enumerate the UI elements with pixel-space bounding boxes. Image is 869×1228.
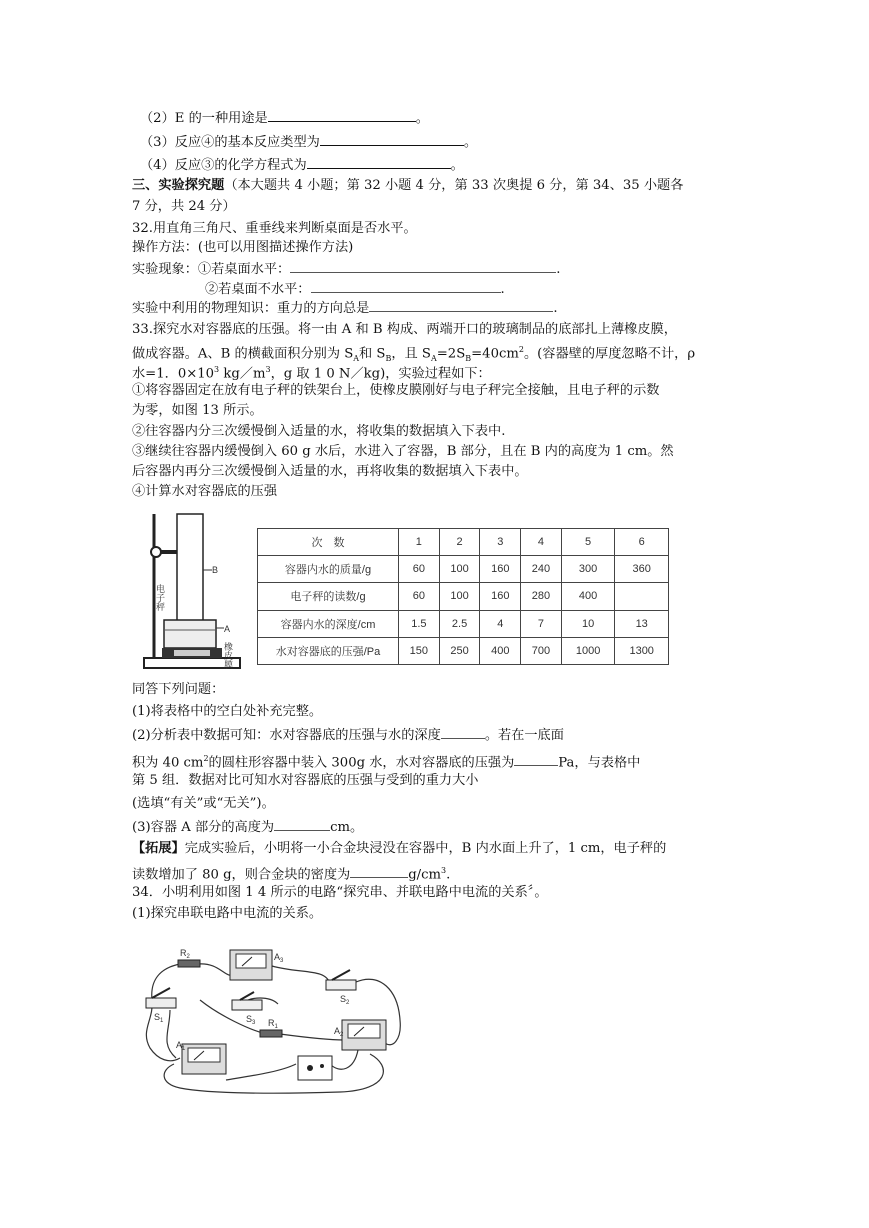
table-cell: 电子秤的读数/g bbox=[258, 583, 399, 610]
table-cell: 160 bbox=[480, 583, 521, 610]
table-cell: 240 bbox=[521, 556, 562, 583]
table-cell: 容器内水的质量/g bbox=[258, 556, 399, 583]
table-cell: 2 bbox=[439, 529, 480, 556]
table-cell: 7 bbox=[521, 610, 562, 637]
table-cell: 150 bbox=[399, 637, 440, 664]
answer-1: (1)将表格中的空白处补充完整。 bbox=[132, 704, 323, 719]
section-heading-cont: 7 分，共 24 分） bbox=[132, 199, 236, 214]
q33-step3: ③继续往容器内缓慢倒入 60 g 水后，水进入了容器，B 部分，且在 B 内的高度为 1 cm。然 bbox=[132, 444, 674, 459]
table-cell: 4 bbox=[480, 610, 521, 637]
table-cell: 300 bbox=[561, 556, 615, 583]
answer-2: (2)分析表中数据可知：水对容器底的压强与水的深度 。若在一底面 bbox=[132, 728, 564, 743]
q34-stem: 34．小明利用如图 1 4 所示的电路“探究串、并联电路中电流的关系〞。 bbox=[132, 885, 548, 900]
label-a: A bbox=[224, 624, 231, 634]
extension-2: 读数增加了 80 g，则合金块的密度为 $g/cm^3$. bbox=[132, 866, 451, 883]
label-a1: $A_1$ bbox=[176, 1040, 186, 1052]
label-a2: $A_2$ bbox=[334, 1026, 344, 1038]
q33-step4: ④计算水对容器底的压强 bbox=[132, 484, 278, 499]
resistor-r2-icon bbox=[178, 960, 200, 967]
answer-blank[interactable] bbox=[311, 280, 501, 293]
q33-step1: ①将容器固定在放有电子秤的铁架台上，使橡皮膜刚好与电子秤完全接触，且电子秤的示数 bbox=[132, 383, 660, 398]
q31-part2: （2）E 的一种用途是 。 bbox=[140, 108, 429, 128]
table-cell: 2.5 bbox=[439, 610, 480, 637]
q32-knowledge: 实验中利用的物理知识：重力的方向总是 . bbox=[132, 301, 558, 316]
table-cell: 1 bbox=[399, 529, 440, 556]
label-r2: $R_2$ bbox=[180, 948, 190, 960]
q33-line1: 33.探究水对容器底的压强。将一由 A 和 B 构成、两端开口的玻璃制品的底部扎上薄橡皮膜， bbox=[132, 322, 677, 337]
table-cell: 次 数 bbox=[258, 529, 399, 556]
q32-phenomenon-1: 实验现象：①若桌面水平： . bbox=[132, 262, 561, 277]
q34-sub1: (1)探究串联电路中电流的关系。 bbox=[132, 906, 323, 921]
table-cell: 400 bbox=[480, 637, 521, 664]
table-row bbox=[258, 637, 669, 664]
switch-s1-icon bbox=[146, 988, 176, 1008]
label-r1: $R_1$ bbox=[268, 1018, 278, 1030]
q33-step2: ②往容器内分三次缓慢倒入适量的水，将收集的数据填入下表中. bbox=[132, 424, 506, 439]
label-b: B bbox=[212, 565, 219, 575]
table-cell: 700 bbox=[521, 637, 562, 664]
label-electronic-scale: 电子秤 bbox=[155, 584, 165, 611]
figure-13-apparatus bbox=[140, 510, 245, 672]
answer-3: (3)容器 A 部分的高度为 cm。 bbox=[132, 820, 364, 835]
q31-part4: （4）反应③的化学方程式为 。 bbox=[140, 155, 464, 175]
ammeter-a3-icon bbox=[230, 950, 272, 980]
table-cell: 280 bbox=[521, 583, 562, 610]
table-cell: 400 bbox=[561, 583, 615, 610]
switch-s3-icon bbox=[232, 992, 262, 1010]
ammeter-a2-icon bbox=[342, 1020, 386, 1050]
table-cell: 100 bbox=[439, 556, 480, 583]
answer-2-cont3: (选填“有关”或“无关”)。 bbox=[132, 796, 275, 811]
q33-step1-cont: 为零，如图 13 所示。 bbox=[132, 403, 263, 418]
table-cell-blank[interactable] bbox=[615, 583, 669, 610]
label-membrane: 橡皮膜 bbox=[223, 642, 233, 669]
answer-blank[interactable] bbox=[320, 132, 464, 146]
extension-1: 【拓展】完成实验后，小明将一小合金块浸没在容器中，B 内水面上升了，1 cm，电子秤的 bbox=[132, 841, 667, 856]
table-cell: 5 bbox=[561, 529, 615, 556]
table-cell: 容器内水的深度/cm bbox=[258, 610, 399, 637]
section-heading: 三、实验探究题（本大题共 4 小题；第 32 小题 4 分，第 33 次奥提 6 分，第 34、35 小题各 bbox=[132, 178, 684, 193]
extension-tag: 【拓展】 bbox=[132, 841, 185, 856]
table-row bbox=[258, 610, 669, 637]
answer-2-cont: 积为 40 $cm^2$的圆柱形容器中装入 300g 水，水对容器底的压强为 Pa，与表格中 bbox=[132, 754, 641, 771]
figure-14-circuit bbox=[130, 940, 420, 1098]
answer-blank[interactable] bbox=[268, 108, 416, 122]
answers-intro: 同答下列问题： bbox=[132, 682, 225, 697]
label-a3: $A_3$ bbox=[274, 952, 284, 964]
answer-blank[interactable] bbox=[290, 260, 556, 273]
answer-blank[interactable] bbox=[514, 753, 558, 766]
answer-blank[interactable] bbox=[369, 299, 553, 312]
table-cell: 250 bbox=[439, 637, 480, 664]
table-cell: 1.5 bbox=[399, 610, 440, 637]
q32-method: 操作方法：(也可以用图描述操作方法) bbox=[132, 240, 354, 255]
section-title: 三、实验探究题 bbox=[132, 178, 225, 193]
battery-box-icon bbox=[298, 1056, 332, 1080]
table-cell: 60 bbox=[399, 583, 440, 610]
table-cell: 1300 bbox=[615, 637, 669, 664]
table-cell: 10 bbox=[561, 610, 615, 637]
table-cell: 6 bbox=[615, 529, 669, 556]
resistor-r1-icon bbox=[260, 1030, 282, 1037]
table-cell: 60 bbox=[399, 556, 440, 583]
table-cell: 4 bbox=[521, 529, 562, 556]
table-cell: 1000 bbox=[561, 637, 615, 664]
q32-stem: 32.用直角三角尺、重垂线来判断桌面是否水平。 bbox=[132, 221, 417, 236]
q33-line2: 做成容器。A、B 的横截面积分别为 $S_A$和 $S_B$，且 $S_A=2S_B=40cm^2$。(容器壁的厚度忽略不计，ρ bbox=[132, 345, 696, 364]
table-cell: 3 bbox=[480, 529, 521, 556]
q33-step3-cont: 后容器内再分三次缓慢倒入适量的水，再将收集的数据填入下表中。 bbox=[132, 464, 528, 479]
table-cell: 水对容器底的压强/Pa bbox=[258, 637, 399, 664]
answer-blank[interactable] bbox=[350, 865, 408, 878]
table-cell: 13 bbox=[615, 610, 669, 637]
label-s2: $S_2$ bbox=[340, 994, 350, 1006]
switch-s2-icon bbox=[326, 970, 356, 990]
q31-part3: （3）反应④的基本反应类型为 。 bbox=[140, 132, 477, 152]
table-cell: 100 bbox=[439, 583, 480, 610]
label-s3: $S_3$ bbox=[246, 1014, 256, 1026]
q33-line3: 水=1．$0\times 10^3$ $kg/m^3$，g 取 1 0 N／kg)，实验过程如下： bbox=[132, 365, 491, 382]
table-row bbox=[258, 529, 669, 556]
table-row bbox=[258, 556, 669, 583]
table-cell: 160 bbox=[480, 556, 521, 583]
q32-phenomenon-2: ②若桌面不水平： . bbox=[205, 282, 505, 297]
table-cell: 360 bbox=[615, 556, 669, 583]
answer-2-cont2: 第 5 组．数据对比可知水对容器底的压强与受到的重力大小 bbox=[132, 773, 479, 788]
answer-blank[interactable] bbox=[307, 155, 451, 169]
data-table bbox=[257, 528, 669, 665]
label-s1: $S_1$ bbox=[154, 1012, 164, 1024]
answer-blank[interactable] bbox=[274, 818, 330, 831]
answer-blank[interactable] bbox=[441, 726, 485, 739]
ammeter-a1-icon bbox=[182, 1044, 226, 1074]
table-row bbox=[258, 583, 669, 610]
